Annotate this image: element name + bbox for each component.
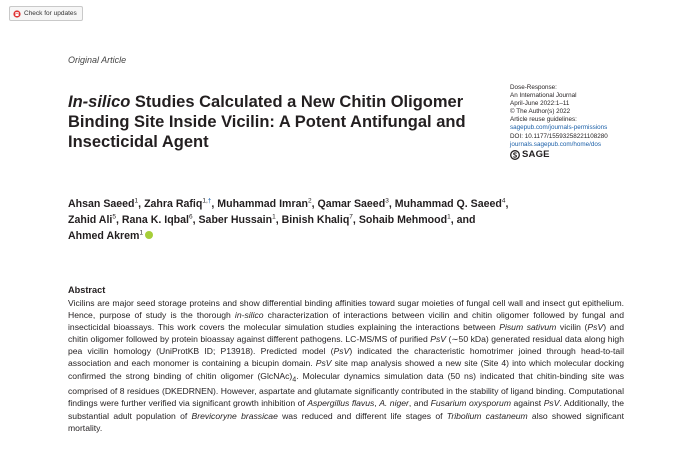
check-updates-icon [13,10,21,18]
author-name: Binish Khaliq [281,214,350,226]
abstract-segment: against [510,398,544,409]
journal-issue: April-June 2022:1–11 [510,100,570,108]
abstract-italic: PsV [430,334,446,345]
journal-reuse: Article reuse guidelines: [510,116,577,124]
author-affiliation: 7 [349,213,353,221]
abstract-segment: site map analysis showed a new site (Site 4) into which molecular docking confirmed the strong binding of chitin oligomer (GlcNAc) [68,358,624,381]
abstract-italic: PsV [333,346,350,357]
abstract-segment: also showed significant mortality. [68,410,624,433]
author-name: Ahsan Saeed [68,198,135,210]
abstract-segment: . Molecular dynamics simulation data (50 ns) indicated that chitin-binding site was comprised of 8 residues (DKEDRNEN). However, aspartate and glutamate significantly contributed in the stability of ligand binding. Computational findings were further verified via significant growth inhibition of [68,370,624,409]
author-name: Muhammad Q. Saeed [394,198,502,210]
journal-info [510,84,608,160]
abstract-segment: (∼50 kDa) generated residual data along high pea vicilin homology (UniProtKB ID; P13918). Predicted model ( [68,334,624,357]
author-name: Zahra Rafiq [144,198,203,210]
author-name: Ahmed Akrem [68,230,140,242]
author-affiliation: 1 [139,229,144,237]
author-affiliation: 6 [188,213,193,221]
author-affiliation: 1 [272,213,276,221]
author-list: Ahsan Saeed$^1$, Zahra Rafiq$^{1,\dagger}$, Muhammad Imran$^2$, Qamar Saeed$^3$, Muhammad Q. Saeed$^4$, Zahid Ali$^5$, Rana K. Iqbal$^6$, Saber Hussain$^1$, Binish Khaliq$^7$, Sohaib Mehmood$^1$, and Ahmed Akrem$^1$ [68,197,509,242]
author-name: Muhammad Imran [217,198,308,210]
journal-copyright: © The Author(s) 2022 [510,108,571,116]
orcid-icon[interactable] [145,231,153,239]
journal-subtitle: An International Journal [510,92,577,100]
sage-logo-icon [510,150,520,160]
author-name: Rana K. Iqbal [121,214,189,226]
title-italic: In-silico [68,93,131,111]
author-affiliation: 3 [385,197,389,205]
article-type: Original Article [68,55,127,65]
author-affiliation: 5 [112,213,116,221]
abstract-italic: Brevicoryne brassicae [191,410,278,421]
abstract-segment: ) and chitin oligomer followed by protein bioassay against different pathogens. LC-MS/MS of purified [68,322,624,345]
permissions-link[interactable]: sagepub.com/journals-permissions [510,124,608,132]
abstract-italic: A. niger [379,398,409,409]
abstract-italic: Tribolium castaneum [446,410,528,421]
sage-logo-text: SAGE [522,148,550,160]
author-affiliation: 2 [307,197,312,205]
abstract-italic: Pisum sativum [499,322,557,333]
abstract-italic: PsV [315,358,332,369]
author-name: Saber Hussain [198,214,273,226]
check-updates-label: Check for updates [24,10,77,17]
abstract-subscript: 4 [292,375,297,384]
abstract-segment: . Additionally, the substantial adult population of [68,398,624,421]
author-affiliation: 4 [501,197,506,205]
title-rest: Studies Calculated a New Chitin Oligomer Binding Site Inside Vicilin: A Potent Antifungal and Insecticidal Agent [68,93,466,151]
abstract-segment: vicilin ( [556,322,588,333]
dagger-mark: † [207,197,212,205]
article-title [68,92,508,152]
abstract-italic: Aspergillus flavus [307,398,375,409]
journal-doi[interactable]: DOI: 10.1177/15593258221108280 [510,132,608,140]
author-affiliation: 1, [202,197,208,205]
abstract-segment: , and [408,398,431,409]
abstract-italic: PsV [587,322,604,333]
abstract-italic: in-silico [234,310,264,321]
abstract-segment: , [374,398,380,409]
author-name: Zahid Ali [68,214,113,226]
author-name: Qamar Saeed [317,198,386,210]
abstract-segment: characterization of interactions between vicilin and chitin oligomer followed by fungal and insecticidal bioassays. This work covers the molecular simulation studies explaining the interactions between [68,310,624,333]
abstract-heading: Abstract [68,285,106,295]
journal-home-link[interactable]: journals.sagepub.com/home/dos [510,140,602,148]
abstract-italic: PsV [543,398,560,409]
check-for-updates-button[interactable] [9,6,83,21]
abstract-segment: ) indicated the characteristic homotrimer joined through head-to-tail association and each monomer is containing a bicupin domain. [68,346,624,369]
abstract-segment: was reduced and different life stages of [277,410,447,421]
abstract-italic: Fusarium oxysporum [430,398,511,409]
abstract-segment: Vicilins are major seed storage proteins and show differential binding affinities toward sugar moieties of fungal cell wall and insect gut epithelium. Hence, purpose of study is the thorough [68,298,624,321]
abstract-text [68,297,624,434]
journal-name: Dose-Response: [510,84,557,91]
author-affiliation: 1 [447,213,451,221]
author-name: Sohaib Mehmood [358,214,448,226]
sage-logo [510,150,608,160]
author-affiliation: 1 [134,197,139,205]
